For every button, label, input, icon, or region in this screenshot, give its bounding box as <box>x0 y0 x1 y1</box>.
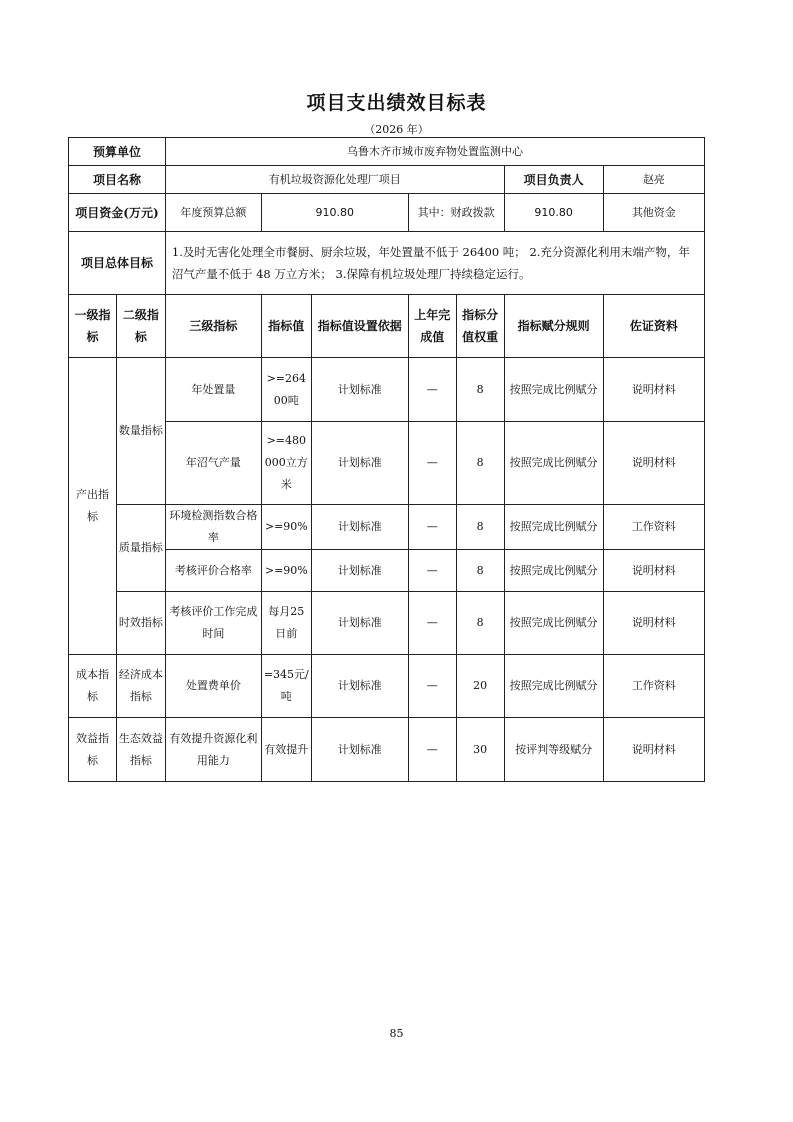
budget-unit-label: 预算单位 <box>69 138 166 166</box>
row-last-year: — <box>408 592 456 655</box>
row-weight: 8 <box>456 550 504 592</box>
overall-goal-text: 1.及时无害化处理全市餐厨、厨余垃圾，年处置量不低于 26400 吨； 2.充分资源化利用末端产物，年沼气产量不低于 48 万立方米； 3.保障有机垃圾处理厂持续稳定运行。 <box>165 232 704 295</box>
row-basis: 计划标准 <box>311 505 408 550</box>
row-basis: 计划标准 <box>311 550 408 592</box>
row-value: >=90% <box>261 505 311 550</box>
overall-goal-label: 项目总体目标 <box>69 232 166 295</box>
row-basis: 计划标准 <box>311 655 408 718</box>
group-benefit: 效益指标 <box>69 718 117 782</box>
row-rule: 按照完成比例赋分 <box>504 592 603 655</box>
budget-unit-row <box>69 138 705 166</box>
row-basis: 计划标准 <box>311 592 408 655</box>
group-quantity: 数量指标 <box>116 358 165 505</box>
row-last-year: — <box>408 718 456 782</box>
row-last-year: — <box>408 505 456 550</box>
overall-goal-row <box>69 232 705 295</box>
row-value: 有效提升 <box>261 718 311 782</box>
row-rule: 按照完成比例赋分 <box>504 505 603 550</box>
row-name: 考核评价合格率 <box>165 550 261 592</box>
row-weight: 30 <box>456 718 504 782</box>
row-basis: 计划标准 <box>311 718 408 782</box>
project-name-value: 有机垃圾资源化处理厂项目 <box>165 166 504 194</box>
project-leader-label: 项目负责人 <box>504 166 603 194</box>
row-last-year: — <box>408 422 456 505</box>
row-weight: 20 <box>456 655 504 718</box>
funds-row <box>69 194 705 232</box>
group-timeliness: 时效指标 <box>116 592 165 655</box>
row-basis: 计划标准 <box>311 422 408 505</box>
header-value: 指标值 <box>261 295 311 358</box>
row-last-year: — <box>408 655 456 718</box>
row-value: 每月25日前 <box>261 592 311 655</box>
header-evidence: 佐证资料 <box>603 295 704 358</box>
row-name: 环境检测指数合格率 <box>165 505 261 550</box>
row-value: >=90% <box>261 550 311 592</box>
project-leader-value: 赵亮 <box>603 166 704 194</box>
row-name: 年处置量 <box>165 358 261 422</box>
project-name-row <box>69 166 705 194</box>
header-last-year: 上年完成值 <box>408 295 456 358</box>
fiscal-label: 其中：财政拨款 <box>408 194 504 232</box>
performance-table <box>68 137 705 782</box>
header-level1: 一级指标 <box>69 295 117 358</box>
table-row <box>69 592 705 655</box>
table-row <box>69 358 705 422</box>
row-weight: 8 <box>456 505 504 550</box>
row-value: =345元/吨 <box>261 655 311 718</box>
group-quality: 质量指标 <box>116 505 165 592</box>
row-rule: 按照完成比例赋分 <box>504 655 603 718</box>
row-weight: 8 <box>456 422 504 505</box>
group-output: 产出指标 <box>69 358 117 655</box>
header-level3: 三级指标 <box>165 295 261 358</box>
row-rule: 按评判等级赋分 <box>504 718 603 782</box>
page-title: 项目支出绩效目标表 <box>306 92 487 114</box>
row-rule: 按照完成比例赋分 <box>504 358 603 422</box>
row-name: 年沼气产量 <box>165 422 261 505</box>
header-weight: 指标分值权重 <box>456 295 504 358</box>
annual-budget-label: 年度预算总额 <box>165 194 261 232</box>
page-number: 85 <box>389 1027 404 1040</box>
row-evidence: 工作资料 <box>603 505 704 550</box>
group-economic-cost: 经济成本指标 <box>116 655 165 718</box>
row-last-year: — <box>408 550 456 592</box>
row-weight: 8 <box>456 592 504 655</box>
row-evidence: 说明材料 <box>603 422 704 505</box>
annual-budget-value: 910.80 <box>261 194 408 232</box>
row-evidence: 工作资料 <box>603 655 704 718</box>
other-funds-label: 其他资金 <box>603 194 704 232</box>
row-rule: 按照完成比例赋分 <box>504 550 603 592</box>
row-name: 考核评价工作完成时间 <box>165 592 261 655</box>
funds-label: 项目资金(万元) <box>69 194 166 232</box>
table-row <box>69 505 705 550</box>
row-evidence: 说明材料 <box>603 358 704 422</box>
row-weight: 8 <box>456 358 504 422</box>
row-name: 有效提升资源化利用能力 <box>165 718 261 782</box>
row-evidence: 说明材料 <box>603 718 704 782</box>
fiscal-value: 910.80 <box>504 194 603 232</box>
header-level2: 二级指标 <box>116 295 165 358</box>
header-rule: 指标赋分规则 <box>504 295 603 358</box>
row-evidence: 说明材料 <box>603 550 704 592</box>
group-ecological-benefit: 生态效益指标 <box>116 718 165 782</box>
row-evidence: 说明材料 <box>603 592 704 655</box>
project-name-label: 项目名称 <box>69 166 166 194</box>
table-row <box>69 655 705 718</box>
row-name: 处置费单价 <box>165 655 261 718</box>
row-value: >=480000立方米 <box>261 422 311 505</box>
table-row <box>69 718 705 782</box>
row-last-year: — <box>408 358 456 422</box>
year-label: （2026 年） <box>364 123 429 136</box>
budget-unit-value: 乌鲁木齐市城市废弃物处置监测中心 <box>165 138 704 166</box>
row-rule: 按照完成比例赋分 <box>504 422 603 505</box>
row-basis: 计划标准 <box>311 358 408 422</box>
indicator-header-row <box>69 295 705 358</box>
group-cost: 成本指标 <box>69 655 117 718</box>
row-value: >=26400吨 <box>261 358 311 422</box>
header-basis: 指标值设置依据 <box>311 295 408 358</box>
